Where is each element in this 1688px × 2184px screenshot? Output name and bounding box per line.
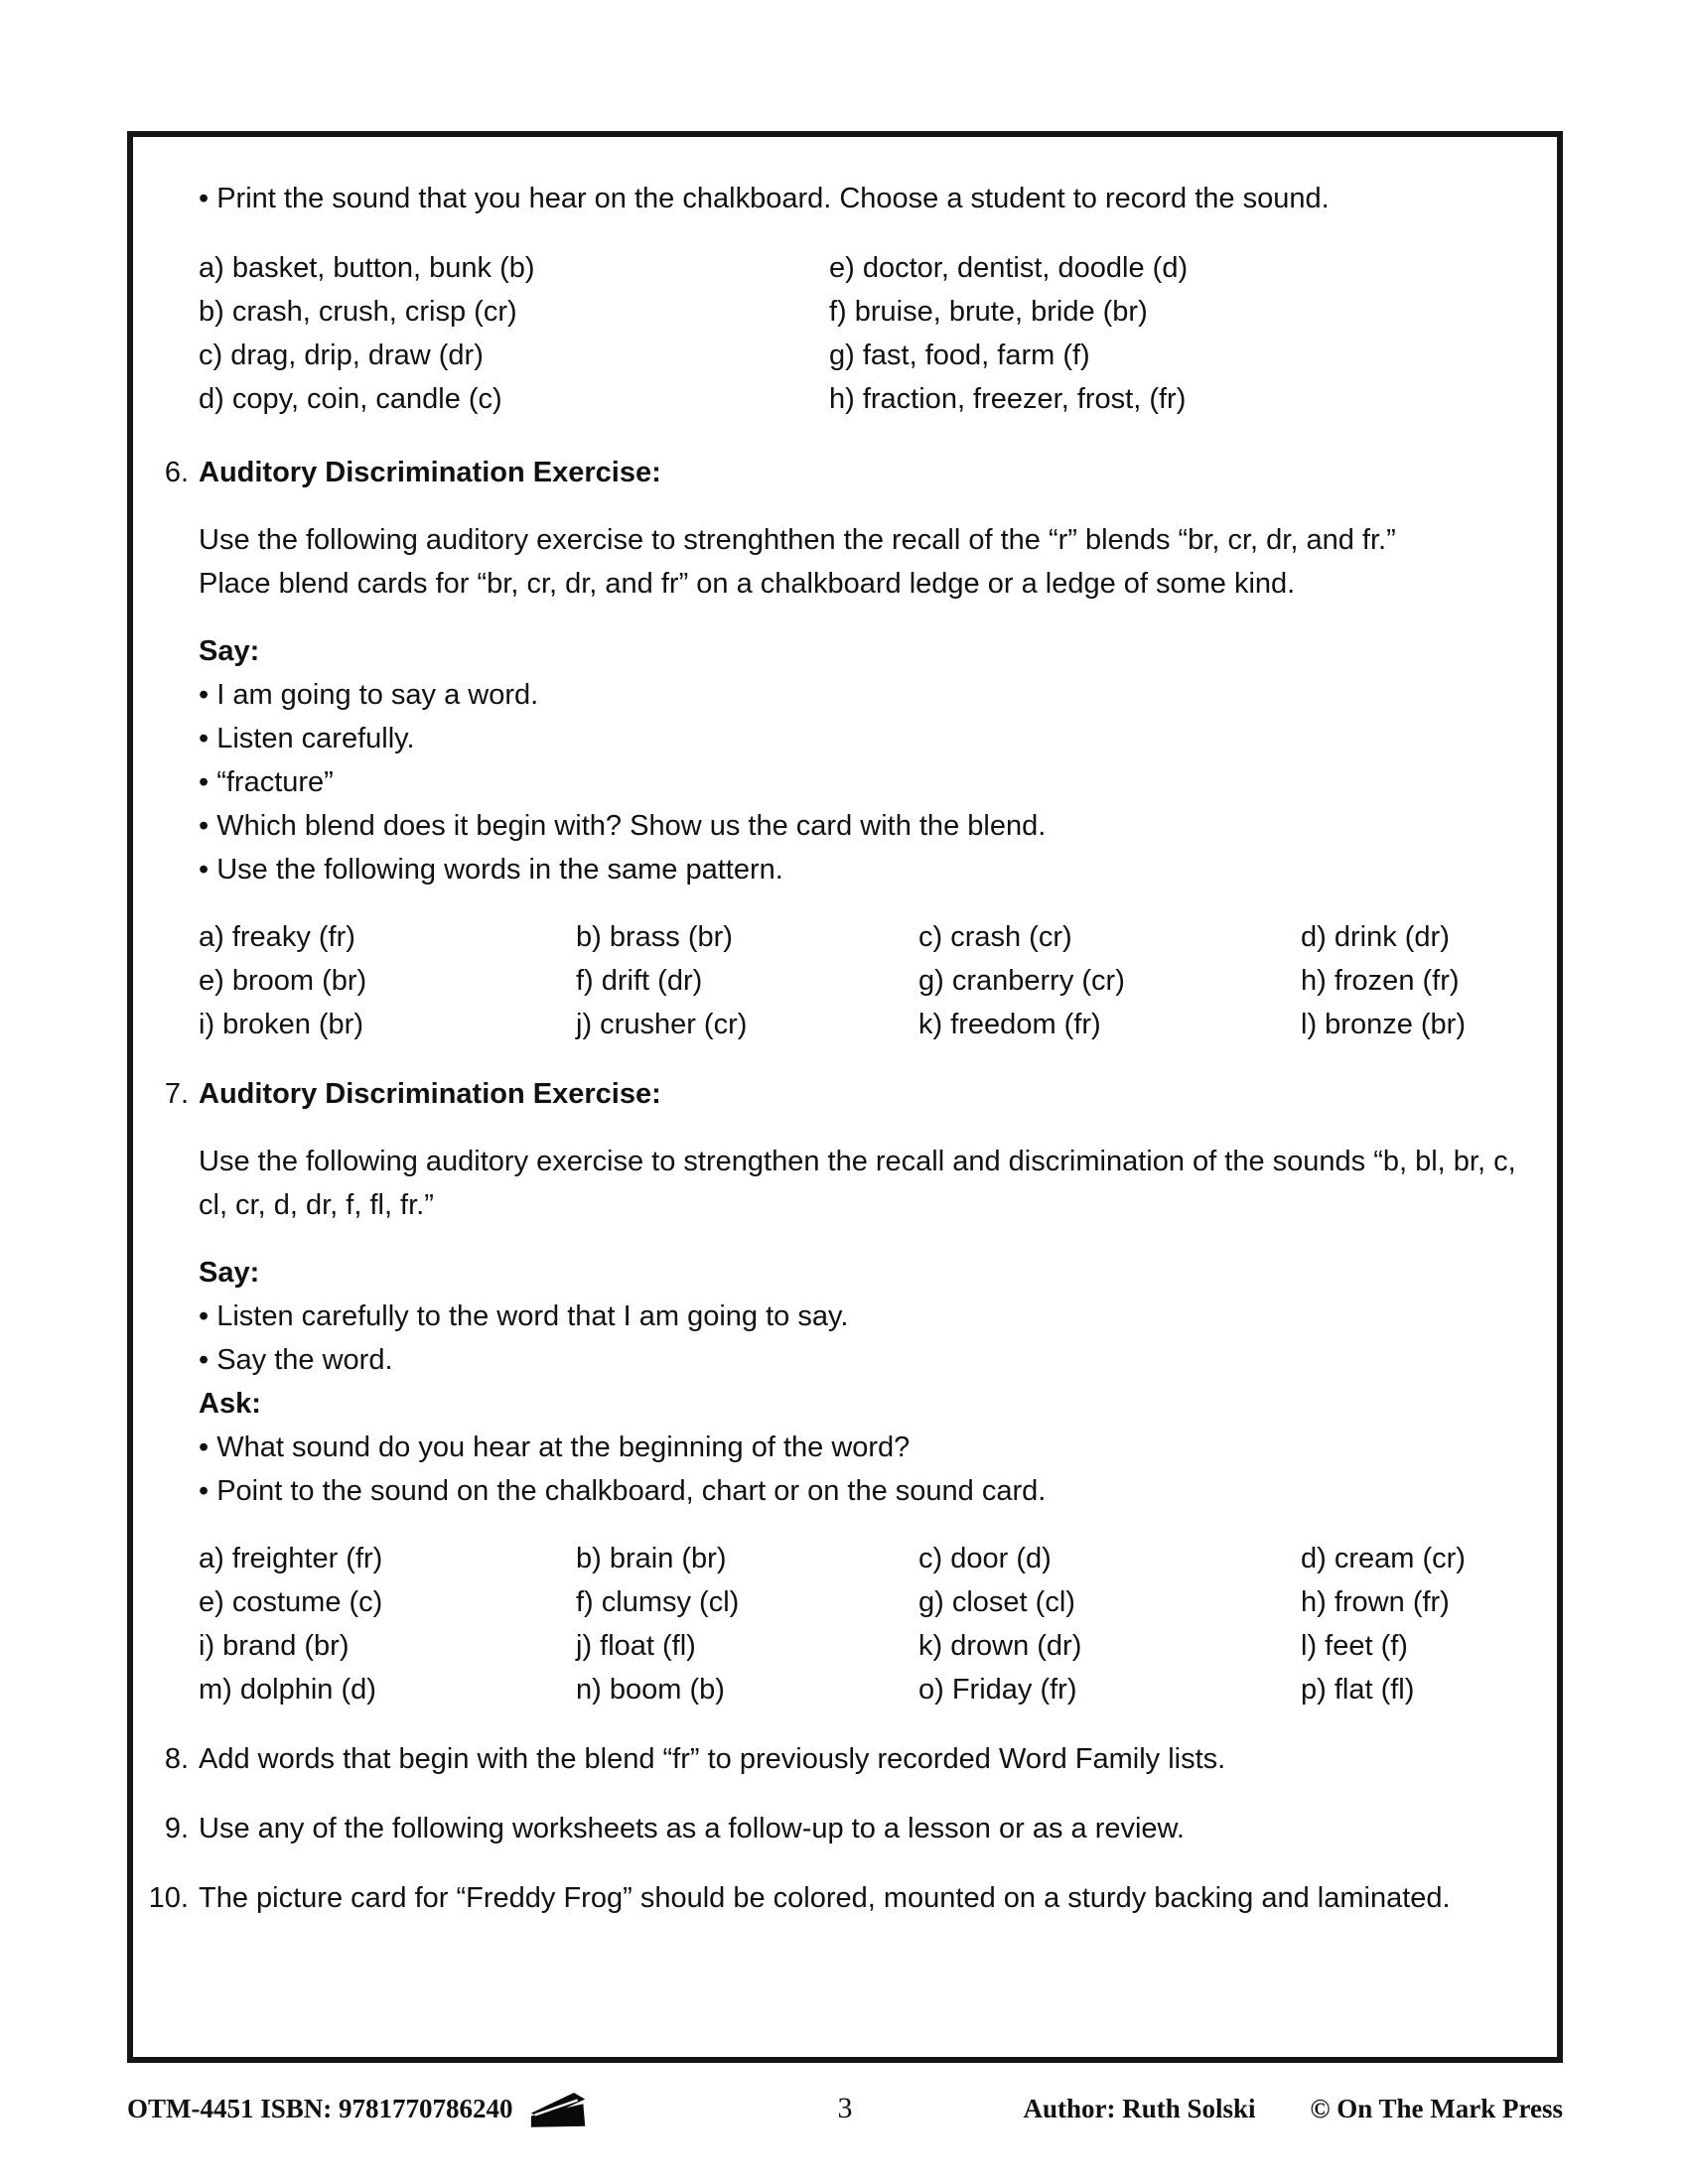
word-list-item: e) doctor, dentist, doodle (d) [829,252,1189,284]
footer-author: Author: Ruth Solski [1023,2093,1256,2123]
section-7 [155,1072,1521,1711]
word-item: c) crash (cr) [918,921,1072,953]
word-item: h) frozen (fr) [1301,965,1460,997]
section-body [199,1737,1521,1781]
bullet-item: • Listen carefully to the word that I am going to say. [199,1300,849,1332]
paragraph: The picture card for “Freddy Frog” should be colored, mounted on a sturdy backing and laminated. [199,1882,1451,1914]
word-item: d) drink (dr) [1301,921,1450,953]
section-number: 7. [164,1078,189,1110]
word-item: c) door (d) [918,1543,1052,1574]
section-10 [148,1876,1521,1920]
word-item: k) drown (dr) [918,1630,1082,1662]
footer-publisher: © On The Mark Press [1310,2093,1563,2123]
ask-label: Ask: [199,1388,261,1420]
section-number: 9. [164,1813,189,1844]
footer-isbn-text: OTM-4451 ISBN: 9781770786240 [127,2093,513,2123]
say-label: Say: [199,635,260,667]
intro-bullet: • Print the sound that you hear on the chalkboard. Choose a student to record the sound. [199,183,1330,214]
word-item: j) float (fl) [576,1630,696,1662]
section-number: 10. [148,1882,189,1914]
word-list-top [199,246,1521,421]
word-list-item: d) copy, coin, candle (c) [199,383,502,415]
page-content [133,137,1557,1920]
word-item: a) freighter (fr) [199,1543,383,1574]
word-item: d) cream (cr) [1301,1543,1466,1574]
word-item: o) Friday (fr) [918,1674,1077,1706]
section-body [199,451,1521,1046]
word-item: b) brass (br) [576,921,733,953]
bullet-item: • Use the following words in the same pattern. [199,854,783,886]
word-grid-section-6 [199,915,1521,1046]
paragraph: Add words that begin with the blend “fr” to previously recorded Word Family lists. [199,1743,1226,1775]
paragraph: Use the following auditory exercise to strenghthen the recall of the “r” blends “br, cr, dr, and fr.” [199,524,1396,556]
word-list-item: g) fast, food, farm (f) [829,340,1090,371]
word-item: b) brain (br) [576,1543,727,1574]
word-item: g) closet (cl) [918,1586,1075,1618]
section-body [199,1072,1521,1711]
page-border-frame [127,131,1563,2063]
footer-right [1024,2094,1564,2124]
paragraph: Use any of the following worksheets as a follow-up to a lesson or as a review. [199,1813,1185,1844]
section-body [199,1876,1521,1920]
bullet-item: • Say the word. [199,1344,393,1376]
page-footer [127,2083,1563,2134]
bullet-item: • I am going to say a word. [199,679,539,711]
section-9 [155,1807,1521,1850]
section-8 [155,1737,1521,1781]
word-list-item: a) basket, button, bunk (b) [199,252,535,284]
word-item: n) boom (b) [576,1674,725,1706]
bullet-item: • What sound do you hear at the beginning of the word? [199,1432,911,1463]
say-label: Say: [199,1257,260,1289]
word-item: l) feet (f) [1301,1630,1408,1662]
section-number: 6. [164,457,189,488]
word-item: j) crusher (cr) [576,1009,748,1040]
paragraph: Use the following auditory exercise to strengthen the recall and discrimination of the sounds “b, bl, br, c, cl, cr, d, dr, f, fl, fr.” [199,1146,1516,1221]
word-item: l) bronze (br) [1301,1009,1466,1040]
word-item: e) costume (c) [199,1586,383,1618]
word-list-item: f) bruise, brute, bride (br) [829,296,1148,328]
word-item: k) freedom (fr) [918,1009,1101,1040]
footer-left [127,2083,589,2135]
word-list-item: h) fraction, freezer, frost, (fr) [829,383,1187,415]
page-number: 3 [837,2092,853,2124]
paragraph: Place blend cards for “br, cr, dr, and fr” on a chalkboard ledge or a ledge of some kind. [199,568,1296,600]
word-item: p) flat (fl) [1301,1674,1415,1706]
word-item: a) freaky (fr) [199,921,355,953]
section-6 [155,451,1521,1046]
word-item: f) clumsy (cl) [576,1586,740,1618]
bullet-item: • Listen carefully. [199,723,415,754]
word-grid-section-7 [199,1537,1521,1711]
bullet-item: • Which blend does it begin with? Show us the card with the blend. [199,810,1047,842]
word-list-item: c) drag, drip, draw (dr) [199,340,484,371]
publisher-logo-icon [529,2087,589,2135]
word-item: i) brand (br) [199,1630,350,1662]
bullet-item: • “fracture” [199,766,334,798]
bullet-item: • Point to the sound on the chalkboard, chart or on the sound card. [199,1475,1047,1507]
word-list-item: b) crash, crush, crisp (cr) [199,296,517,328]
word-item: h) frown (fr) [1301,1586,1450,1618]
word-item: i) broken (br) [199,1009,363,1040]
word-item: m) dolphin (d) [199,1674,376,1706]
word-item: g) cranberry (cr) [918,965,1125,997]
word-item: f) drift (dr) [576,965,703,997]
section-heading: Auditory Discrimination Exercise: [199,1078,661,1110]
section-heading: Auditory Discrimination Exercise: [199,457,661,488]
section-number: 8. [164,1743,189,1775]
word-item: e) broom (br) [199,965,367,997]
section-body [199,1807,1521,1850]
